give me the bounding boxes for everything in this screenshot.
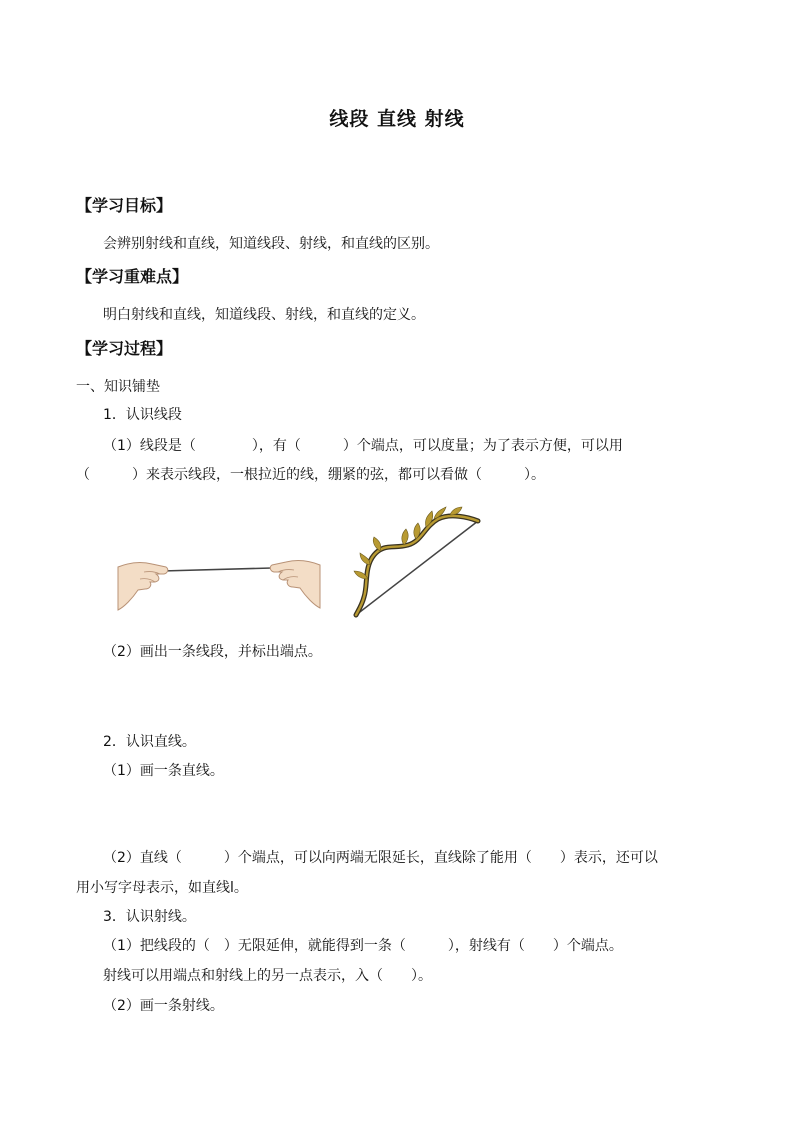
section2-question2-line1: （2）直线（ ）个端点，可以向两端无限延长，直线除了能用（ ）表示，还可以 bbox=[103, 850, 658, 866]
goal-text: 会辨别射线和直线，知道线段、射线，和直线的区别。 bbox=[103, 236, 439, 252]
section3-question1-line2: 射线可以用端点和射线上的另一点表示，入（ ）。 bbox=[103, 968, 432, 984]
section2-question1: （1）画一条直线。 bbox=[103, 763, 224, 779]
section1-question1-line1: （1）线段是（ ），有（ ）个端点，可以度量；为了表示方便，可以用 bbox=[103, 438, 623, 454]
section2-question2-line2: 用小写字母表示，如直线l。 bbox=[76, 880, 248, 896]
taut-string bbox=[162, 568, 272, 571]
section1-heading: 1．认识线段 bbox=[103, 407, 182, 423]
process-heading: 【学习过程】 bbox=[76, 339, 173, 358]
left-hand-icon bbox=[118, 563, 168, 610]
bow-illustration bbox=[350, 505, 482, 623]
right-hand-icon bbox=[270, 561, 320, 608]
section1-question2: （2）画出一条线段，并标出端点。 bbox=[103, 644, 322, 660]
part1-heading: 一、知识铺垫 bbox=[76, 379, 160, 395]
page-title: 线段 直线 射线 bbox=[329, 108, 465, 130]
section3-heading: 3．认识射线。 bbox=[103, 909, 196, 925]
goal-heading: 【学习目标】 bbox=[76, 196, 173, 215]
key-points-text: 明白射线和直线，知道线段、射线，和直线的定义。 bbox=[103, 307, 425, 323]
section1-question1-line2: （ ）来表示线段，一根拉近的线，绷紧的弦，都可以看做（ ）。 bbox=[76, 467, 545, 483]
section2-heading: 2．认识直线。 bbox=[103, 734, 196, 750]
section3-question2: （2）画一条射线。 bbox=[103, 998, 224, 1014]
key-points-heading: 【学习重难点】 bbox=[76, 267, 189, 286]
hands-string-illustration bbox=[114, 555, 324, 615]
section3-question1-line1: （1）把线段的（ ）无限延伸，就能得到一条（ ），射线有（ ）个端点。 bbox=[103, 938, 623, 954]
